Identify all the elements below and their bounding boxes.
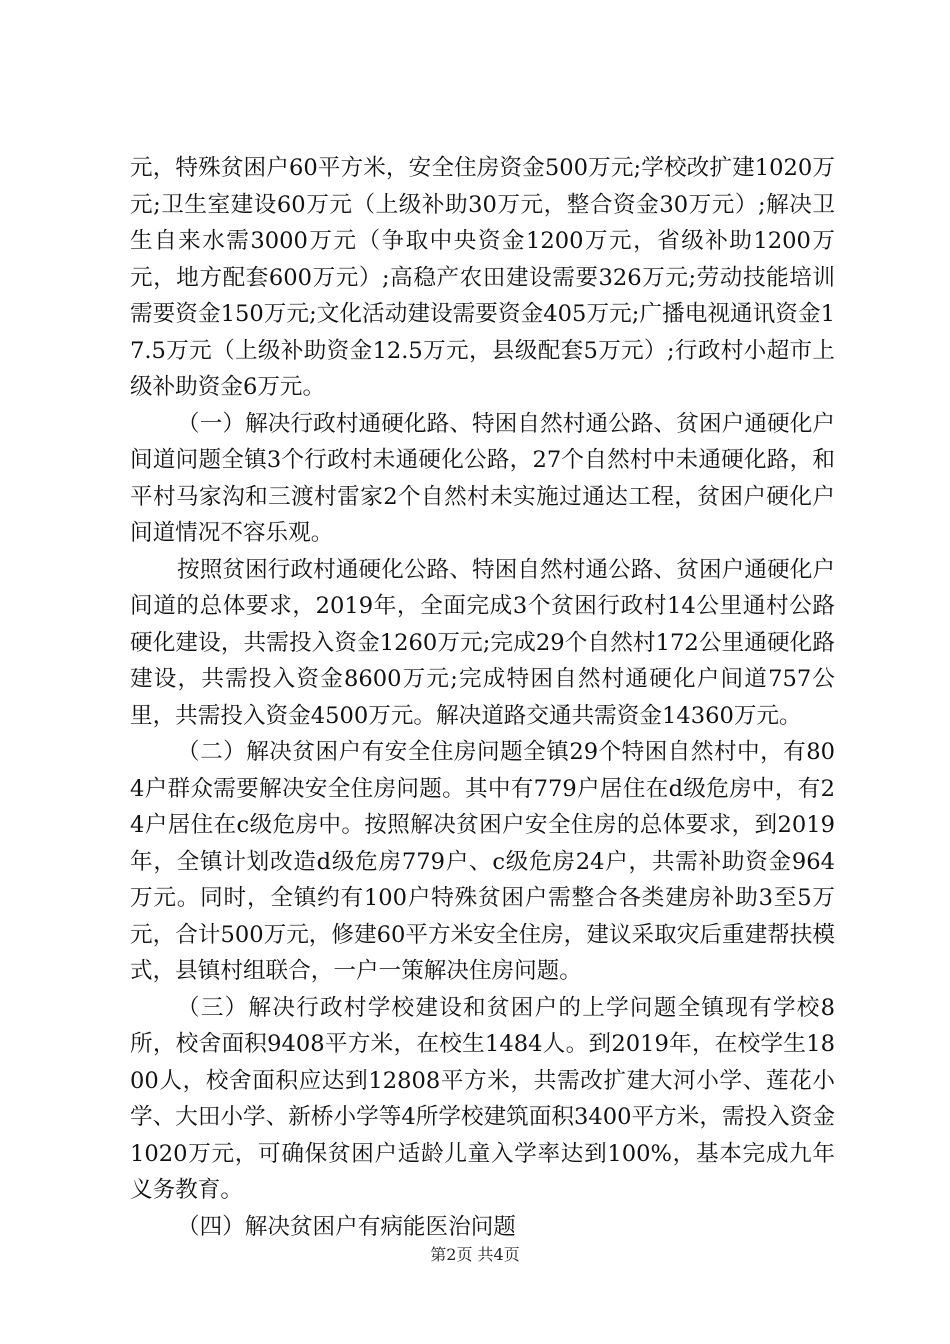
paragraph-section-3: （三）解决行政村学校建设和贫困户的上学问题全镇现有学校8所，校舍面积9408平方米，在校生1484人。到2019年，在校学生1800人，校舍面积应达到12808平方米，共需改扩建大河小学、莲花小学、大田小学、新桥小学等4所学校建筑面积3400平方米，需投入资金1020万元，可确保贫困户适龄儿童入学率达到100%，基本完成九年义务教育。 xyxy=(130,994,835,1203)
paragraph-section-2: （二）解决贫困户有安全住房问题全镇29个特困自然村中，有804户群众需要解决安全住房问题。其中有779户居住在d级危房中，有24户居住在c级危房中。按照解决贫困户安全住房的总体要求，到2019年，全镇计划改造d级危房779户、c级危房24户，共需补助资金964万元。同时，全镇约有100户特殊贫困户需整合各类建房补助3至5万元，合计500万元，修建60平方米安全住房，建议采取灾后重建帮扶模式，县镇村组联合，一户一策解决住房问题。 xyxy=(130,739,835,984)
document-body xyxy=(130,150,835,1245)
paragraph-section-4: （四）解决贫困户有病能医治问题 xyxy=(177,1213,516,1240)
paragraph-road-plan: 按照贫困行政村通硬化公路、特困自然村通公路、贫困户通硬化户间道的总体要求，2019年，全面完成3个贫困行政村14公里通村公路硬化建设，共需投入资金1260万元;完成29个自然村172公里通硬化路建设，共需投入资金8600万元;完成特困自然村通硬化户间道757公里，共需投入资金4500万元。解决道路交通共需资金14360万元。 xyxy=(130,556,835,729)
paragraph-continuation: 元，特殊贫困户60平方米，安全住房资金500万元;学校改扩建1020万元;卫生室建设60万元（上级补助30万元，整合资金30万元）;解决卫生自来水需3000万元（争取中央资金1200万元，省级补助1200万元，地方配套600万元）;高稳产农田建设需要326万元;劳动技能培训需要资金150万元;文化活动建设需要资金405万元;广播电视通讯资金17.5万元（上级补助资金12.5万元，县级配套5万元）;行政村小超市上级补助资金6万元。 xyxy=(130,155,835,400)
paragraph-section-1: （一）解决行政村通硬化路、特困自然村通公路、贫困户通硬化户间道问题全镇3个行政村未通硬化公路，27个自然村中未通硬化路，和平村马家沟和三渡村雷家2个自然村未实施过通达工程，贫困户硬化户间道情况不容乐观。 xyxy=(130,410,835,546)
page-number-footer: 第2页 共4页 xyxy=(430,1245,520,1264)
